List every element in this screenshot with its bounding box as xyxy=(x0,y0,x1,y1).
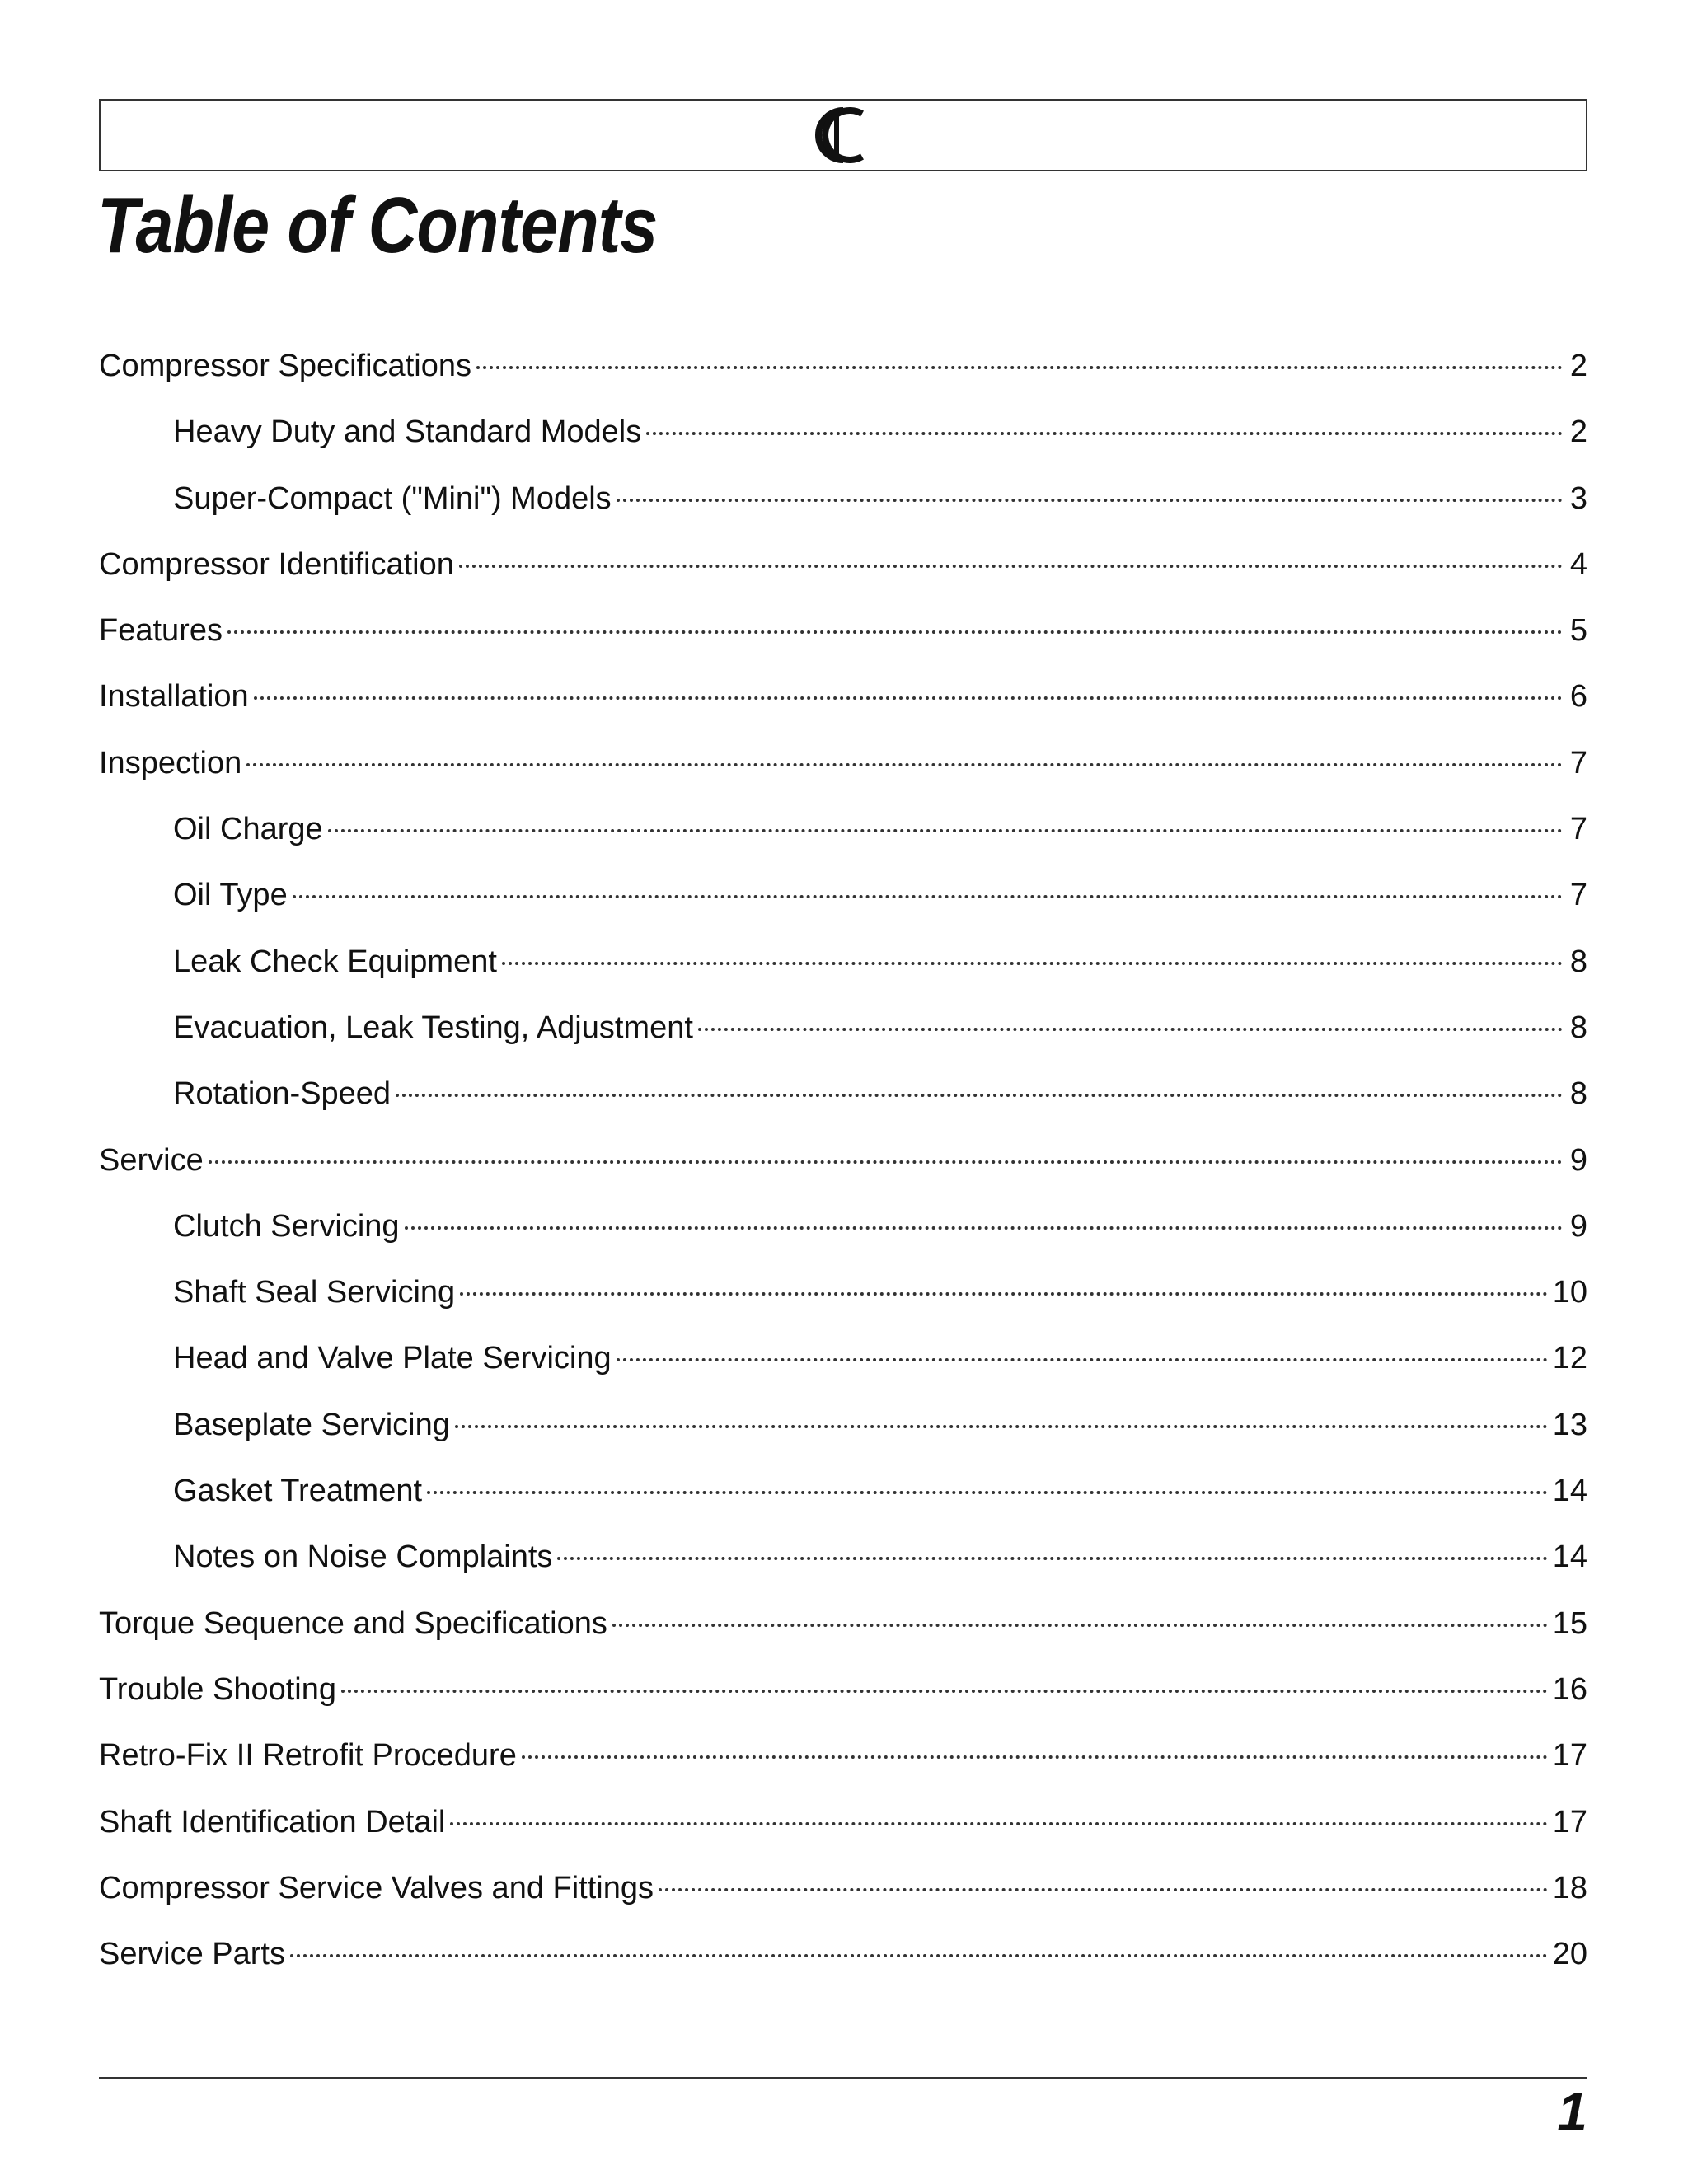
toc-entry-page: 7 xyxy=(1569,878,1587,913)
toc-entry-page: 13 xyxy=(1552,1407,1587,1442)
dot-leader xyxy=(612,1624,1548,1627)
toc-entry[interactable] xyxy=(99,341,1587,407)
toc-entry-page: 17 xyxy=(1552,1738,1587,1774)
toc-entry[interactable] xyxy=(99,1797,1587,1863)
dot-leader xyxy=(460,1292,1548,1296)
toc-entry[interactable] xyxy=(99,1069,1587,1135)
toc-entry-title: Oil Charge xyxy=(173,812,323,847)
toc-entry-page: 15 xyxy=(1552,1605,1587,1641)
toc-entry[interactable] xyxy=(99,804,1587,870)
toc-entry-title: Baseplate Servicing xyxy=(173,1407,450,1442)
toc-entry-title: Inspection xyxy=(99,745,242,780)
toc-entry-title: Oil Type xyxy=(173,878,288,913)
toc-entry[interactable] xyxy=(99,407,1587,473)
toc-entry-page: 14 xyxy=(1552,1474,1587,1509)
toc-entry-title: Trouble Shooting xyxy=(99,1671,337,1707)
toc-entry[interactable] xyxy=(99,738,1587,804)
toc-entry-page: 5 xyxy=(1569,613,1587,649)
toc-entry[interactable] xyxy=(99,1202,1587,1268)
toc-entry-page: 7 xyxy=(1569,745,1587,780)
toc-entry[interactable] xyxy=(99,1863,1587,1929)
toc-entry[interactable] xyxy=(99,474,1587,540)
dot-leader xyxy=(522,1755,1548,1759)
toc-entry-title: Retro-Fix II Retrofit Procedure xyxy=(99,1738,517,1774)
toc-entry-title: Notes on Noise Complaints xyxy=(173,1540,553,1575)
dot-leader xyxy=(405,1226,1563,1230)
dot-leader xyxy=(290,1954,1548,1957)
toc-entry[interactable] xyxy=(99,1333,1587,1399)
toc-entry[interactable] xyxy=(99,1731,1587,1797)
toc-entry-page: 9 xyxy=(1569,1208,1587,1244)
toc-entry-page: 3 xyxy=(1569,480,1587,516)
toc-entry-title: Shaft Identification Detail xyxy=(99,1804,446,1840)
page-title: Table of Contents xyxy=(97,181,658,269)
double-c-logo-icon xyxy=(798,102,889,168)
toc-entry-page: 12 xyxy=(1552,1341,1587,1376)
toc-entry-page: 2 xyxy=(1569,415,1587,450)
toc-entry-title: Service Parts xyxy=(99,1937,285,1972)
toc-entry[interactable] xyxy=(99,1400,1587,1466)
toc-entry[interactable] xyxy=(99,937,1587,1003)
dot-leader xyxy=(698,1028,1563,1031)
toc-entry[interactable] xyxy=(99,1136,1587,1202)
table-of-contents xyxy=(99,341,1587,1995)
toc-entry[interactable] xyxy=(99,1268,1587,1333)
dot-leader xyxy=(659,1888,1548,1891)
toc-entry-title: Evacuation, Leak Testing, Adjustment xyxy=(173,1010,693,1045)
toc-entry[interactable] xyxy=(99,672,1587,738)
dot-leader xyxy=(557,1557,1547,1560)
dot-leader xyxy=(341,1690,1548,1693)
dot-leader xyxy=(450,1822,1547,1825)
toc-entry-page: 7 xyxy=(1569,812,1587,847)
toc-entry[interactable] xyxy=(99,1466,1587,1532)
toc-entry-page: 9 xyxy=(1569,1142,1587,1178)
toc-entry-title: Installation xyxy=(99,679,249,715)
dot-leader xyxy=(254,696,1563,700)
toc-entry-title: Leak Check Equipment xyxy=(173,944,497,979)
toc-entry[interactable] xyxy=(99,1665,1587,1731)
dot-leader xyxy=(396,1094,1563,1097)
dot-leader xyxy=(476,366,1563,369)
dot-leader xyxy=(459,565,1563,568)
toc-entry-title: Heavy Duty and Standard Models xyxy=(173,415,642,450)
dot-leader xyxy=(246,763,1563,766)
toc-entry-page: 2 xyxy=(1569,349,1587,383)
header-box xyxy=(99,99,1587,171)
toc-entry-title: Torque Sequence and Specifications xyxy=(99,1605,607,1641)
toc-entry-page: 6 xyxy=(1569,679,1587,715)
toc-entry-title: Rotation-Speed xyxy=(173,1076,392,1112)
toc-entry-page: 17 xyxy=(1552,1804,1587,1840)
toc-entry[interactable] xyxy=(99,606,1587,672)
toc-entry-title: Compressor Identification xyxy=(99,546,454,582)
dot-leader xyxy=(502,962,1563,965)
dot-leader xyxy=(455,1425,1548,1428)
toc-entry-title: Compressor Service Valves and Fittings xyxy=(99,1870,654,1905)
dot-leader xyxy=(427,1491,1548,1494)
toc-entry[interactable] xyxy=(99,870,1587,936)
toc-entry-title: Compressor Specifications xyxy=(99,349,471,383)
toc-entry[interactable] xyxy=(99,1532,1587,1598)
dot-leader xyxy=(617,1358,1548,1361)
toc-entry-page: 10 xyxy=(1552,1275,1587,1310)
dot-leader xyxy=(646,432,1563,435)
dot-leader xyxy=(227,630,1563,634)
toc-entry-page: 4 xyxy=(1569,546,1587,582)
dot-leader xyxy=(617,499,1563,502)
dot-leader xyxy=(209,1160,1563,1164)
toc-entry[interactable] xyxy=(99,1003,1587,1069)
toc-entry-page: 8 xyxy=(1569,1010,1587,1045)
toc-entry-title: Super-Compact ("Mini") Models xyxy=(173,480,612,516)
page-number: 1 xyxy=(1557,2081,1587,2142)
toc-entry-title: Features xyxy=(99,613,223,649)
toc-entry-page: 8 xyxy=(1569,944,1587,979)
dot-leader xyxy=(293,895,1563,898)
toc-entry-title: Shaft Seal Servicing xyxy=(173,1275,456,1310)
footer-divider xyxy=(99,2077,1587,2079)
toc-entry-page: 18 xyxy=(1552,1870,1587,1905)
toc-entry-page: 14 xyxy=(1552,1540,1587,1575)
toc-entry-page: 8 xyxy=(1569,1076,1587,1112)
toc-entry-title: Clutch Servicing xyxy=(173,1208,400,1244)
toc-entry-title: Service xyxy=(99,1142,204,1178)
toc-entry[interactable] xyxy=(99,1929,1587,1995)
toc-entry-page: 16 xyxy=(1552,1671,1587,1707)
toc-entry[interactable] xyxy=(99,1599,1587,1665)
toc-entry-page: 20 xyxy=(1552,1937,1587,1972)
toc-entry-title: Head and Valve Plate Servicing xyxy=(173,1341,612,1376)
toc-entry-title: Gasket Treatment xyxy=(173,1474,423,1509)
toc-entry[interactable] xyxy=(99,540,1587,606)
dot-leader xyxy=(328,829,1563,832)
